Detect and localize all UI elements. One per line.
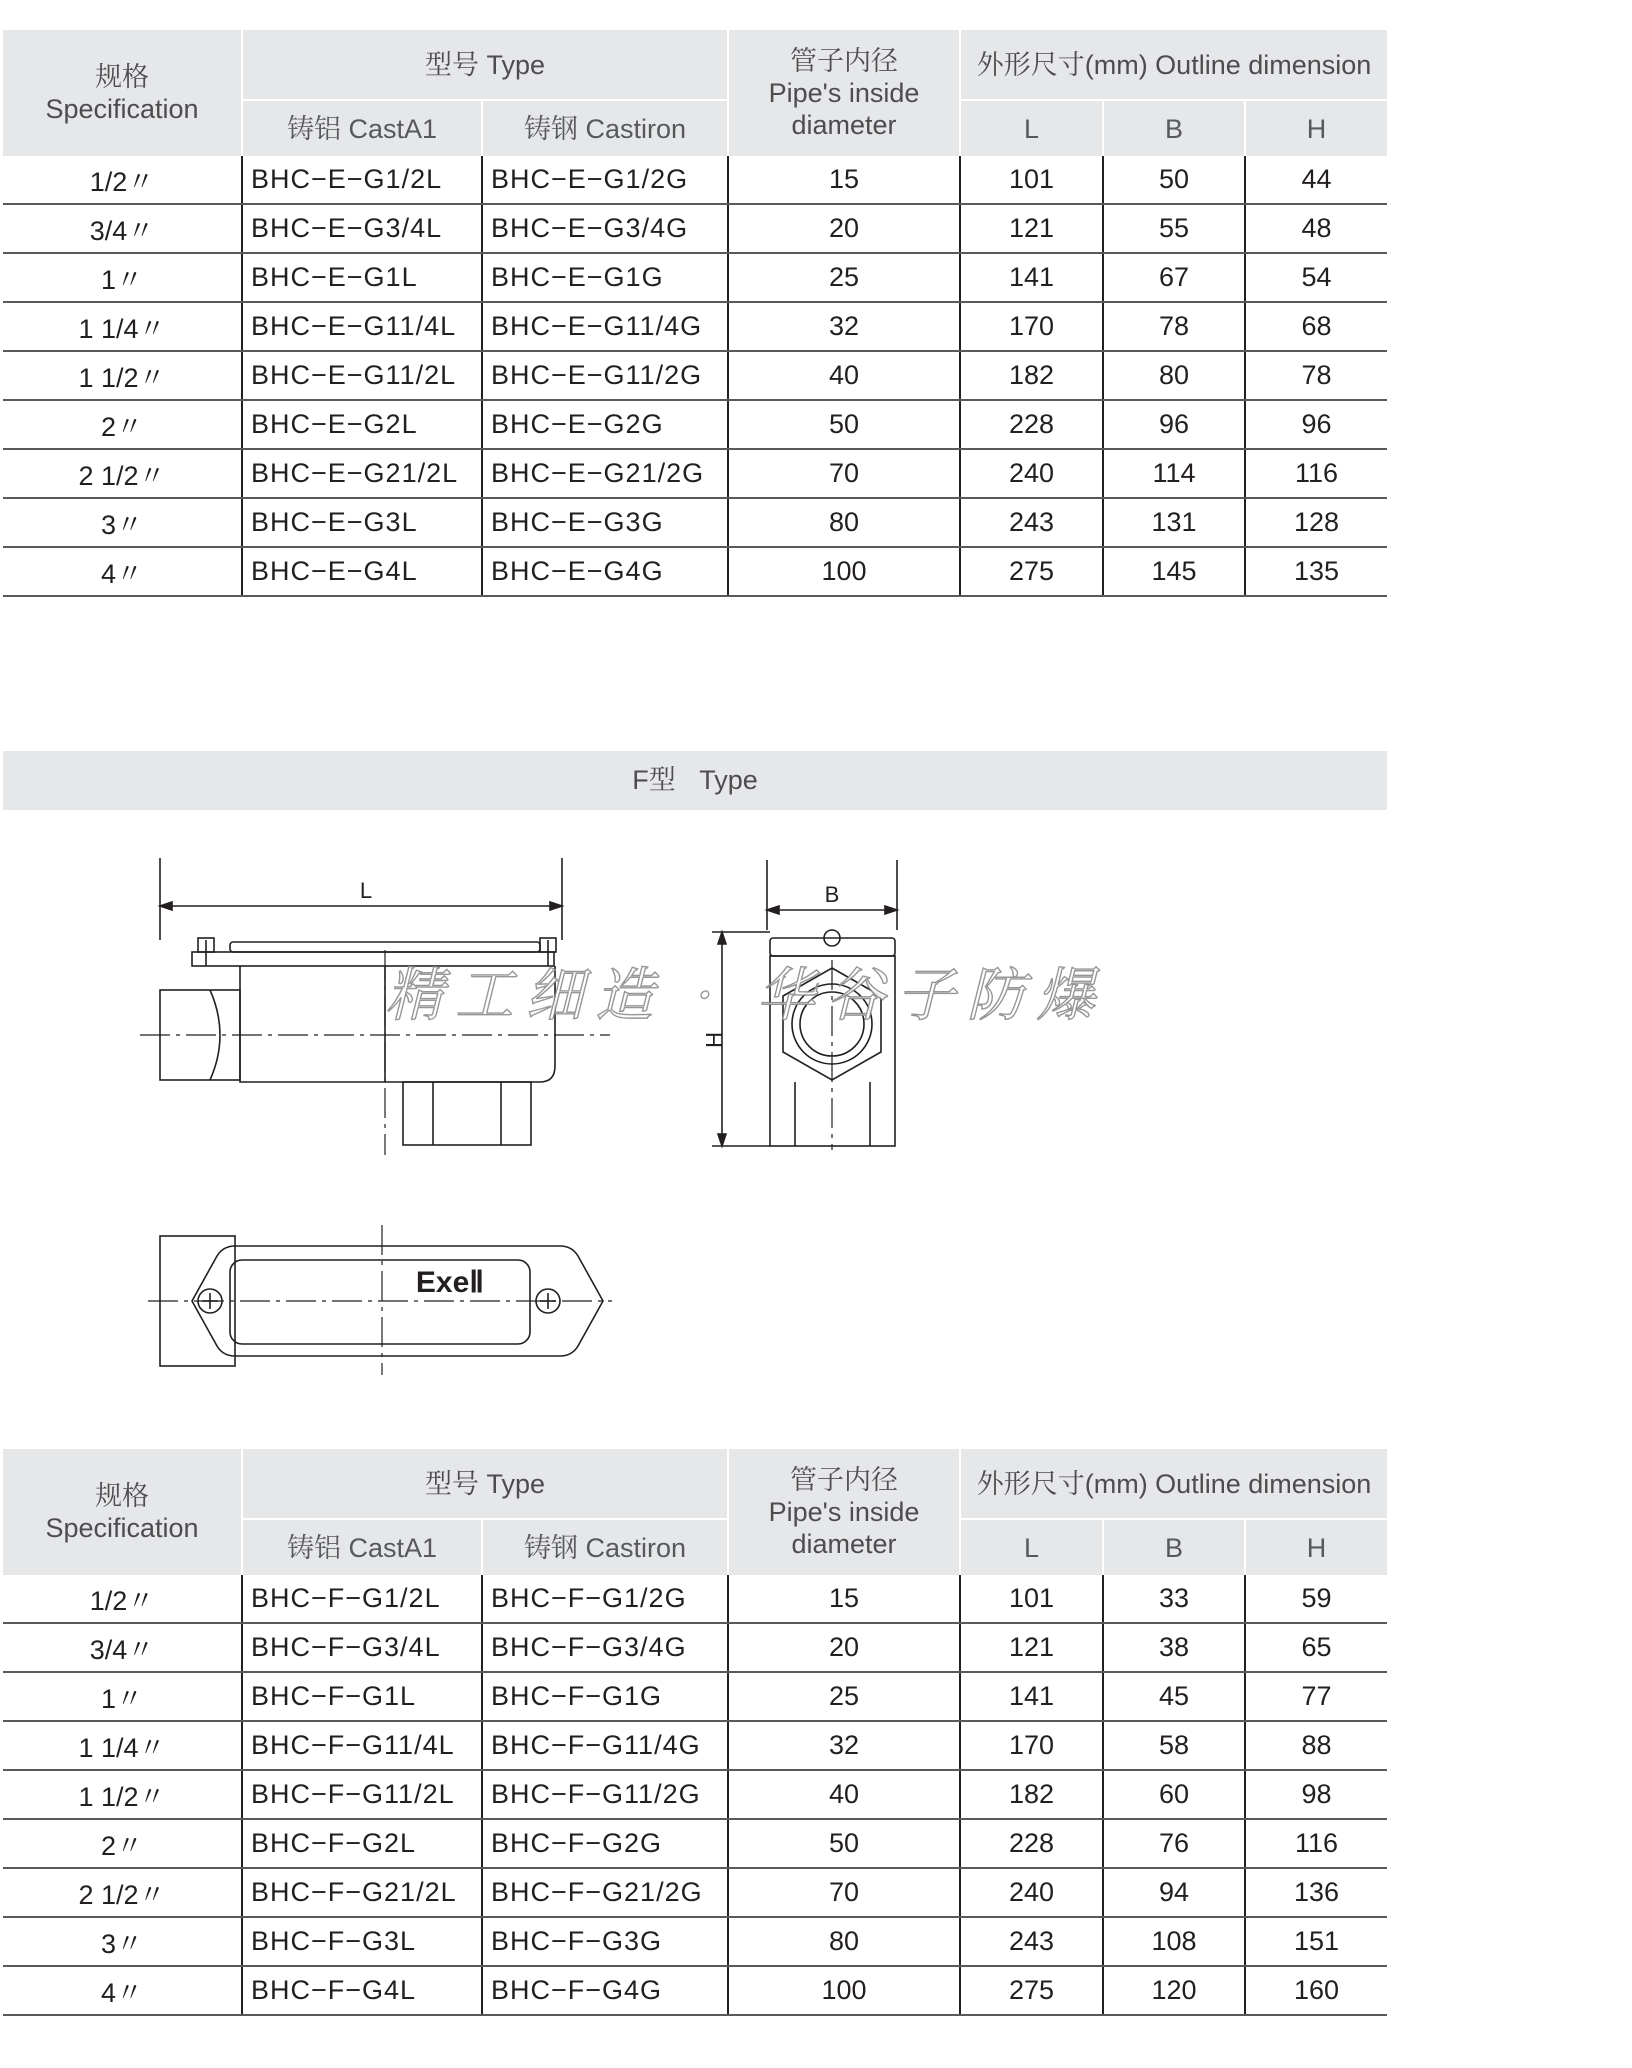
spec-cell: 3/4〃	[3, 1623, 242, 1672]
dim-l-cell: 121	[960, 1623, 1103, 1672]
model-iron-cell: BHC−F−G11/2G	[482, 1770, 728, 1819]
model-iron-cell: BHC−E−G1/2G	[482, 156, 728, 204]
model-al-cell: BHC−E−G11/4L	[242, 302, 482, 351]
diameter-cell: 32	[728, 1721, 960, 1770]
dim-h-cell: 48	[1245, 204, 1387, 253]
table-row	[3, 1575, 1387, 1623]
model-al-cell: BHC−E−G2L	[242, 400, 482, 449]
table-row	[3, 253, 1387, 302]
spec-cell: 1 1/4〃	[3, 1721, 242, 1770]
dim-h-cell: 98	[1245, 1770, 1387, 1819]
model-iron-cell: BHC−E−G3/4G	[482, 204, 728, 253]
dim-l-header: L	[960, 1519, 1103, 1575]
spec-cell: 1 1/2〃	[3, 351, 242, 400]
spec-cell: 2 1/2〃	[3, 1868, 242, 1917]
model-iron-cell: BHC−F−G1G	[482, 1672, 728, 1721]
model-al-cell: BHC−E−G1/2L	[242, 156, 482, 204]
dim-b-cell: 108	[1103, 1917, 1245, 1966]
dim-h-cell: 128	[1245, 498, 1387, 547]
diameter-cell: 100	[728, 547, 960, 596]
model-iron-cell: BHC−E−G3G	[482, 498, 728, 547]
pipe-header	[728, 1449, 960, 1575]
dims-header: 外形尺寸(mm) Outline dimension	[960, 30, 1387, 100]
table-row	[3, 547, 1387, 596]
top-view-drawing	[148, 1225, 612, 1375]
dim-b-header: B	[1103, 100, 1245, 156]
table-row	[3, 1721, 1387, 1770]
dim-l-cell: 101	[960, 1575, 1103, 1623]
spec-table-f	[3, 1449, 1387, 2016]
pipe-header-en2: diameter	[791, 110, 897, 140]
dim-h-cell: 59	[1245, 1575, 1387, 1623]
spec-table-e	[3, 30, 1387, 597]
dim-l-cell: 240	[960, 1868, 1103, 1917]
table-row	[3, 449, 1387, 498]
dim-h-cell: 160	[1245, 1966, 1387, 2015]
model-al-cell: BHC−F−G1L	[242, 1672, 482, 1721]
dim-b-cell: 45	[1103, 1672, 1245, 1721]
diameter-cell: 15	[728, 1575, 960, 1623]
dim-l-cell: 182	[960, 351, 1103, 400]
dim-h-cell: 136	[1245, 1868, 1387, 1917]
watermark-text: 精工细造 · 华谷子防爆	[385, 961, 1107, 1029]
diameter-cell: 40	[728, 1770, 960, 1819]
table-row	[3, 1623, 1387, 1672]
dim-l-header: L	[960, 100, 1103, 156]
pipe-header	[728, 30, 960, 156]
spec-cell: 1〃	[3, 1672, 242, 1721]
dim-h-cell: 135	[1245, 547, 1387, 596]
diameter-cell: 32	[728, 302, 960, 351]
dim-h-cell: 78	[1245, 351, 1387, 400]
pipe-header-en1: Pipe's inside	[768, 1497, 920, 1527]
dim-b-header: B	[1103, 1519, 1245, 1575]
diameter-cell: 70	[728, 1868, 960, 1917]
table-row	[3, 302, 1387, 351]
pipe-header-en2: diameter	[791, 1529, 897, 1559]
table-row	[3, 351, 1387, 400]
dim-b-cell: 114	[1103, 449, 1245, 498]
nameplate-label: ExeⅡ	[415, 1266, 485, 1299]
diameter-cell: 50	[728, 400, 960, 449]
model-al-cell: BHC−F−G2L	[242, 1819, 482, 1868]
dimension-label-l: L	[359, 878, 373, 903]
diameter-cell: 20	[728, 1623, 960, 1672]
dim-h-cell: 96	[1245, 400, 1387, 449]
spec-cell: 4〃	[3, 1966, 242, 2015]
cast-al-header: 铸铝 CastA1	[242, 100, 482, 156]
spec-cell: 1/2〃	[3, 156, 242, 204]
table-row	[3, 1917, 1387, 1966]
spec-cell: 3〃	[3, 1917, 242, 1966]
dim-l-cell: 170	[960, 1721, 1103, 1770]
dim-l-cell: 275	[960, 1966, 1103, 2015]
dim-l-cell: 275	[960, 547, 1103, 596]
dim-b-cell: 55	[1103, 204, 1245, 253]
dimension-label-b: B	[824, 882, 840, 907]
model-iron-cell: BHC−F−G11/4G	[482, 1721, 728, 1770]
model-iron-cell: BHC−E−G21/2G	[482, 449, 728, 498]
model-al-cell: BHC−F−G11/4L	[242, 1721, 482, 1770]
model-al-cell: BHC−E−G3L	[242, 498, 482, 547]
pipe-header-en1: Pipe's inside	[768, 78, 920, 108]
spec-cell: 1/2〃	[3, 1575, 242, 1623]
diameter-cell: 70	[728, 449, 960, 498]
banner-type-cn: F型	[632, 765, 676, 795]
dim-l-cell: 228	[960, 1819, 1103, 1868]
dim-b-cell: 76	[1103, 1819, 1245, 1868]
diameter-cell: 25	[728, 253, 960, 302]
diameter-cell: 80	[728, 498, 960, 547]
spec-cell: 3/4〃	[3, 204, 242, 253]
cast-al-header: 铸铝 CastA1	[242, 1519, 482, 1575]
model-al-cell: BHC−F−G3L	[242, 1917, 482, 1966]
diameter-cell: 100	[728, 1966, 960, 2015]
dim-b-cell: 96	[1103, 400, 1245, 449]
dim-l-cell: 182	[960, 1770, 1103, 1819]
dim-l-cell: 141	[960, 253, 1103, 302]
table-row	[3, 1672, 1387, 1721]
dim-h-cell: 151	[1245, 1917, 1387, 1966]
dim-h-cell: 68	[1245, 302, 1387, 351]
type-header: 型号 Type	[242, 30, 728, 100]
spec-header	[3, 30, 242, 156]
model-iron-cell: BHC−F−G3/4G	[482, 1623, 728, 1672]
model-al-cell: BHC−E−G4L	[242, 547, 482, 596]
model-iron-cell: BHC−F−G4G	[482, 1966, 728, 2015]
model-iron-cell: BHC−F−G21/2G	[482, 1868, 728, 1917]
banner-type-en: Type	[699, 765, 758, 795]
diameter-cell: 80	[728, 1917, 960, 1966]
table-row	[3, 400, 1387, 449]
model-iron-cell: BHC−E−G11/2G	[482, 351, 728, 400]
model-al-cell: BHC−E−G11/2L	[242, 351, 482, 400]
type-banner	[3, 751, 1387, 810]
pipe-header-cn: 管子内径	[790, 46, 899, 76]
dims-header: 外形尺寸(mm) Outline dimension	[960, 1449, 1387, 1519]
model-iron-cell: BHC−F−G1/2G	[482, 1575, 728, 1623]
table-row	[3, 204, 1387, 253]
model-iron-cell: BHC−E−G2G	[482, 400, 728, 449]
dim-l-cell: 121	[960, 204, 1103, 253]
technical-drawing	[0, 840, 1632, 1400]
dim-b-cell: 78	[1103, 302, 1245, 351]
spec-header-en: Specification	[45, 94, 199, 124]
spec-header-cn: 规格	[95, 62, 149, 92]
dim-l-cell: 101	[960, 156, 1103, 204]
spec-cell: 1 1/4〃	[3, 302, 242, 351]
spec-header-cn: 规格	[95, 1481, 149, 1511]
dim-b-cell: 120	[1103, 1966, 1245, 2015]
dim-h-cell: 116	[1245, 1819, 1387, 1868]
dim-b-cell: 145	[1103, 547, 1245, 596]
model-iron-cell: BHC−E−G4G	[482, 547, 728, 596]
model-iron-cell: BHC−E−G11/4G	[482, 302, 728, 351]
model-al-cell: BHC−F−G11/2L	[242, 1770, 482, 1819]
table-row	[3, 1770, 1387, 1819]
dim-l-cell: 240	[960, 449, 1103, 498]
cast-iron-header: 铸钢 Castiron	[482, 100, 728, 156]
dim-b-cell: 60	[1103, 1770, 1245, 1819]
type-header: 型号 Type	[242, 1449, 728, 1519]
model-iron-cell: BHC−E−G1G	[482, 253, 728, 302]
cast-iron-header: 铸钢 Castiron	[482, 1519, 728, 1575]
dimension-label-h: H	[701, 1032, 726, 1048]
spec-cell: 4〃	[3, 547, 242, 596]
diameter-cell: 20	[728, 204, 960, 253]
model-iron-cell: BHC−F−G2G	[482, 1819, 728, 1868]
spec-header-en: Specification	[45, 1513, 199, 1543]
table-row	[3, 498, 1387, 547]
model-al-cell: BHC−F−G4L	[242, 1966, 482, 2015]
dim-b-cell: 50	[1103, 156, 1245, 204]
diameter-cell: 50	[728, 1819, 960, 1868]
dim-h-cell: 54	[1245, 253, 1387, 302]
dim-b-cell: 94	[1103, 1868, 1245, 1917]
dim-h-cell: 44	[1245, 156, 1387, 204]
diameter-cell: 25	[728, 1672, 960, 1721]
diameter-cell: 15	[728, 156, 960, 204]
model-al-cell: BHC−E−G21/2L	[242, 449, 482, 498]
model-al-cell: BHC−E−G1L	[242, 253, 482, 302]
dim-h-header: H	[1245, 100, 1387, 156]
dim-h-cell: 116	[1245, 449, 1387, 498]
spec-cell: 2〃	[3, 1819, 242, 1868]
dim-b-cell: 80	[1103, 351, 1245, 400]
dim-l-cell: 141	[960, 1672, 1103, 1721]
spec-cell: 2〃	[3, 400, 242, 449]
dim-b-cell: 67	[1103, 253, 1245, 302]
spec-cell: 1 1/2〃	[3, 1770, 242, 1819]
dim-l-cell: 243	[960, 1917, 1103, 1966]
dim-b-cell: 33	[1103, 1575, 1245, 1623]
dim-h-cell: 77	[1245, 1672, 1387, 1721]
pipe-header-cn: 管子内径	[790, 1465, 899, 1495]
model-al-cell: BHC−F−G21/2L	[242, 1868, 482, 1917]
table-row	[3, 1819, 1387, 1868]
dim-l-cell: 228	[960, 400, 1103, 449]
dim-b-cell: 38	[1103, 1623, 1245, 1672]
dim-h-cell: 65	[1245, 1623, 1387, 1672]
spec-header	[3, 1449, 242, 1575]
model-iron-cell: BHC−F−G3G	[482, 1917, 728, 1966]
table-row	[3, 156, 1387, 204]
spec-cell: 1〃	[3, 253, 242, 302]
dim-l-cell: 170	[960, 302, 1103, 351]
spec-cell: 3〃	[3, 498, 242, 547]
table-row	[3, 1868, 1387, 1917]
dim-h-header: H	[1245, 1519, 1387, 1575]
spec-cell: 2 1/2〃	[3, 449, 242, 498]
dim-b-cell: 58	[1103, 1721, 1245, 1770]
model-al-cell: BHC−E−G3/4L	[242, 204, 482, 253]
dim-b-cell: 131	[1103, 498, 1245, 547]
table-row	[3, 1966, 1387, 2015]
model-al-cell: BHC−F−G1/2L	[242, 1575, 482, 1623]
dim-l-cell: 243	[960, 498, 1103, 547]
model-al-cell: BHC−F−G3/4L	[242, 1623, 482, 1672]
dim-h-cell: 88	[1245, 1721, 1387, 1770]
diameter-cell: 40	[728, 351, 960, 400]
